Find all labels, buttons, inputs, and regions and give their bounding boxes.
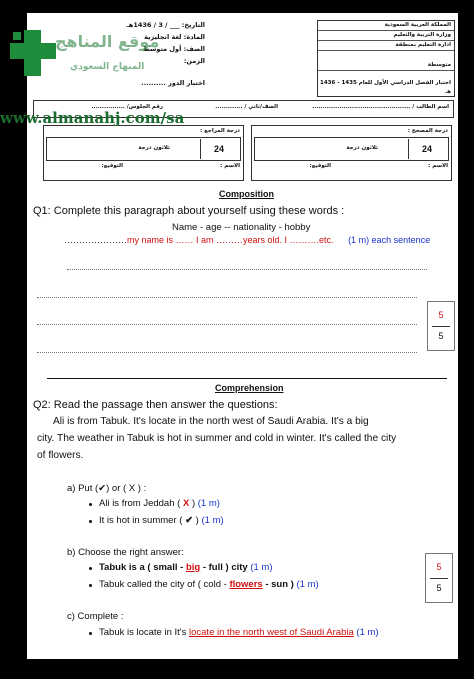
- header-right-box: [317, 20, 455, 97]
- watermark-url[interactable]: www.almanahj.com/sa: [0, 109, 185, 127]
- logo-subtext: المنهاج السعودي: [70, 62, 145, 72]
- section-divider: [47, 378, 447, 379]
- bullet: [89, 520, 92, 523]
- comprehension-score-bottom: 5: [436, 583, 442, 593]
- round-label: اختبار الدور ..........: [141, 79, 205, 87]
- q1-prompt: Q1: Complete this paragraph about yourself using these words :: [33, 205, 345, 217]
- item-marks: (1 m): [296, 579, 319, 590]
- answer-line-1: [67, 269, 427, 270]
- q2-prompt: Q2: Read the passage then answer the questions:: [33, 399, 278, 411]
- reviewer-score: 24: [200, 139, 237, 159]
- grader-score-words: ثلاثون درجة: [346, 145, 378, 151]
- date-label: التاريخ: ___ / 3 / 1436هـ: [126, 21, 205, 29]
- item-marks: (1 m): [201, 515, 224, 526]
- q1-sample-answer: my name is …… I am ………years old. I ……….etc.: [127, 235, 334, 245]
- part-b-label: b) Choose the right answer:: [67, 547, 184, 558]
- item-text: It is hot in summer (: [99, 515, 183, 526]
- item-tail: ): [191, 498, 196, 509]
- bullet: [89, 567, 92, 570]
- item-answer: locate in the north west of Saudi Arabia: [189, 627, 354, 638]
- grader-score: 24: [408, 139, 445, 159]
- composition-score-top: 5: [438, 310, 444, 320]
- reviewer-label: درجة المراجع :: [200, 128, 240, 134]
- time-label: الزمن:: [183, 57, 205, 65]
- item-answer: ✔: [185, 515, 194, 526]
- part-b-item-1: [99, 562, 273, 573]
- answer-line-2: [37, 297, 417, 298]
- part-b-item-2: [99, 579, 319, 590]
- q1-answer-line: [64, 235, 430, 245]
- site-logo: [10, 30, 56, 76]
- item-pre: Tabuk is locate in It's: [99, 627, 187, 638]
- exam-title: اختبار الفصل الدراسي الأول للعام 1435 - 1436 هـ: [320, 80, 451, 95]
- item-pre: Tabuk called the city of ( cold -: [99, 579, 227, 590]
- grader-table-right: [251, 125, 452, 181]
- subject-label: المادة: لغة انجليزية: [144, 33, 205, 41]
- part-c-item-1: [99, 627, 379, 638]
- grader-score-row: [254, 137, 449, 161]
- grader-label: درجة المصحح :: [407, 128, 448, 134]
- passage-line-1: Ali is from Tabuk. It's locate in the north west of Saudi Arabia. It's a big: [53, 416, 369, 427]
- item-post: - sun ): [265, 579, 294, 590]
- reviewer-score-row: [46, 137, 241, 161]
- answer-line-3: [37, 324, 417, 325]
- reviewer-name: الاسم :: [220, 163, 240, 169]
- logo-text: موقع المناهج: [55, 32, 160, 51]
- item-answer: X: [182, 498, 190, 509]
- item-pre: Tabuk is a ( small -: [99, 562, 184, 573]
- seat-number-field: رقم الجلوس/ ................: [91, 104, 163, 110]
- logo-square: [13, 32, 21, 40]
- q1-dots: …………………: [64, 235, 127, 245]
- bullet: [89, 584, 92, 587]
- school-label: متوسطة: [318, 61, 454, 71]
- q1-word-list: Name - age -- nationality - hobby: [172, 222, 311, 233]
- composition-title: Composition: [219, 189, 274, 199]
- part-a-item-1: [99, 498, 220, 509]
- item-marks: (1 m): [197, 498, 220, 509]
- passage-line-2: city. The weather in Tabuk is hot in summer and cold in winter. It's called the city: [37, 433, 397, 444]
- comprehension-score-box: [425, 553, 453, 603]
- reviewer-score-words: ثلاثون درجة: [138, 145, 170, 151]
- passage-line-3: of flowers.: [37, 450, 84, 461]
- part-c-label: c) Complete :: [67, 611, 124, 622]
- logo-cross-v: [24, 30, 41, 76]
- comprehension-score-top: 5: [436, 562, 442, 572]
- part-a-label: a) Put (✔) or ( X ) :: [67, 483, 147, 494]
- ministry-label: وزارة التربية والتعليم: [318, 31, 454, 41]
- grade-label: الصف: أول متوسط: [143, 45, 205, 53]
- reviewer-table-left: [43, 125, 244, 181]
- item-answer: big: [185, 562, 201, 573]
- student-name-field: اسم الطالب / ...............................................: [312, 104, 449, 110]
- part-a-item-2: [99, 515, 224, 526]
- composition-score-bottom: 5: [438, 331, 444, 341]
- class-field: الصف/ثاني / .............: [215, 104, 278, 110]
- composition-score-box: [427, 301, 455, 351]
- reviewer-signature: التوقيع:: [101, 163, 123, 169]
- item-text: Ali is from Jeddah (: [99, 498, 181, 509]
- item-tail: ): [195, 515, 199, 526]
- answer-line-4: [37, 352, 417, 353]
- item-post: - full ) city: [202, 562, 248, 573]
- bullet: [89, 632, 92, 635]
- item-marks: (1 m): [250, 562, 273, 573]
- item-answer: flowers: [229, 579, 263, 590]
- country-label: المملكة العربية السعودية: [318, 21, 454, 31]
- comprehension-title: Comprehension: [215, 383, 284, 393]
- department-label: ادارة التعليم بمنطقة: [318, 41, 454, 51]
- bullet: [89, 503, 92, 506]
- q1-marks: (1 m) each sentence: [348, 235, 431, 245]
- grader-signature: التوقيع:: [309, 163, 331, 169]
- item-marks: (1 m): [356, 627, 379, 638]
- grader-name: الاسم :: [428, 163, 448, 169]
